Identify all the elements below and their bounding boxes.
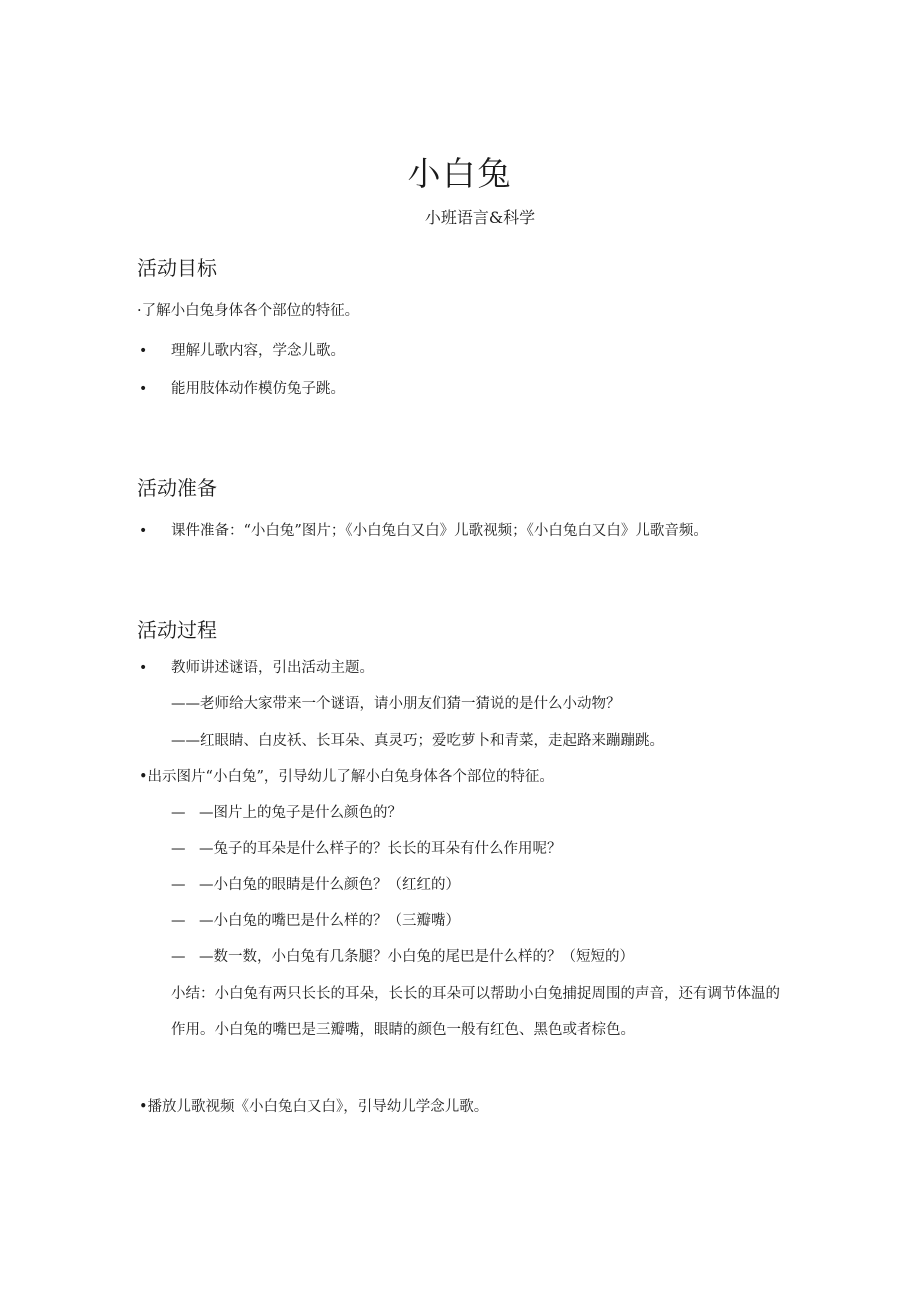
riddle-intro: ——老师给大家带来一个谜语，请小朋友们猜一猜说的是什么小动物？ (171, 696, 621, 712)
page-title: 小白兔 (407, 154, 513, 193)
bullet-goal-3: • (139, 381, 148, 397)
goal-item-2: 理解儿歌内容，学念儿歌。 (171, 343, 345, 359)
section-heading-goals: 活动目标 (137, 256, 217, 280)
process-step-3: •播放儿歌视频《小白兔白又白》，引导幼儿学念儿歌。 (139, 1099, 489, 1115)
dash-q5: — (171, 949, 186, 965)
question-2: —兔子的耳朵是什么样子的？长长的耳朵有什么作用呢？ (199, 841, 562, 857)
process-step-1: 教师讲述谜语，引出活动主题。 (171, 660, 374, 676)
dash-q2: — (171, 841, 186, 857)
goal-item-3: 能用肢体动作模仿兔子跳。 (171, 381, 345, 397)
question-4: —小白兔的嘴巴是什么样的？（三瓣嘴） (199, 913, 460, 929)
riddle-text: ——红眼睛、白皮袄、长耳朵、真灵巧；爱吃萝卜和青菜，走起路来蹦蹦跳。 (171, 733, 664, 749)
bullet-step-1: • (139, 660, 148, 676)
question-1: —图片上的兔子是什么颜色的？ (199, 805, 402, 821)
question-5: —数一数，小白兔有几条腿？小白兔的尾巴是什么样的？（短短的） (199, 949, 634, 965)
bullet-goal-2: • (139, 343, 148, 359)
summary-line-1: 小结：小白兔有两只长长的耳朵，长长的耳朵可以帮助小白兔捕捉周围的声音，还有调节体温的 (171, 986, 780, 1002)
section-heading-preparation: 活动准备 (137, 476, 217, 500)
summary-line-2: 作用。小白兔的嘴巴是三瓣嘴，眼睛的颜色一般有红色、黑色或者棕色。 (171, 1022, 635, 1038)
prep-item-1: 课件准备：“小白兔”图片；《小白兔白又白》儿歌视频；《小白兔白又白》儿歌音频。 (171, 523, 708, 539)
question-3: —小白兔的眼睛是什么颜色？（红红的） (199, 877, 460, 893)
page-subtitle: 小班语言&科学 (424, 208, 536, 227)
section-heading-process: 活动过程 (137, 618, 217, 642)
dash-q4: — (171, 913, 186, 929)
dash-q3: — (171, 877, 186, 893)
goal-item-1: ·了解小白兔身体各个部位的特征。 (137, 303, 360, 319)
process-step-2: •出示图片“小白兔”，引导幼儿了解小白兔身体各个部位的特征。 (139, 769, 554, 785)
bullet-prep-1: • (139, 523, 148, 539)
dash-q1: — (171, 805, 186, 821)
